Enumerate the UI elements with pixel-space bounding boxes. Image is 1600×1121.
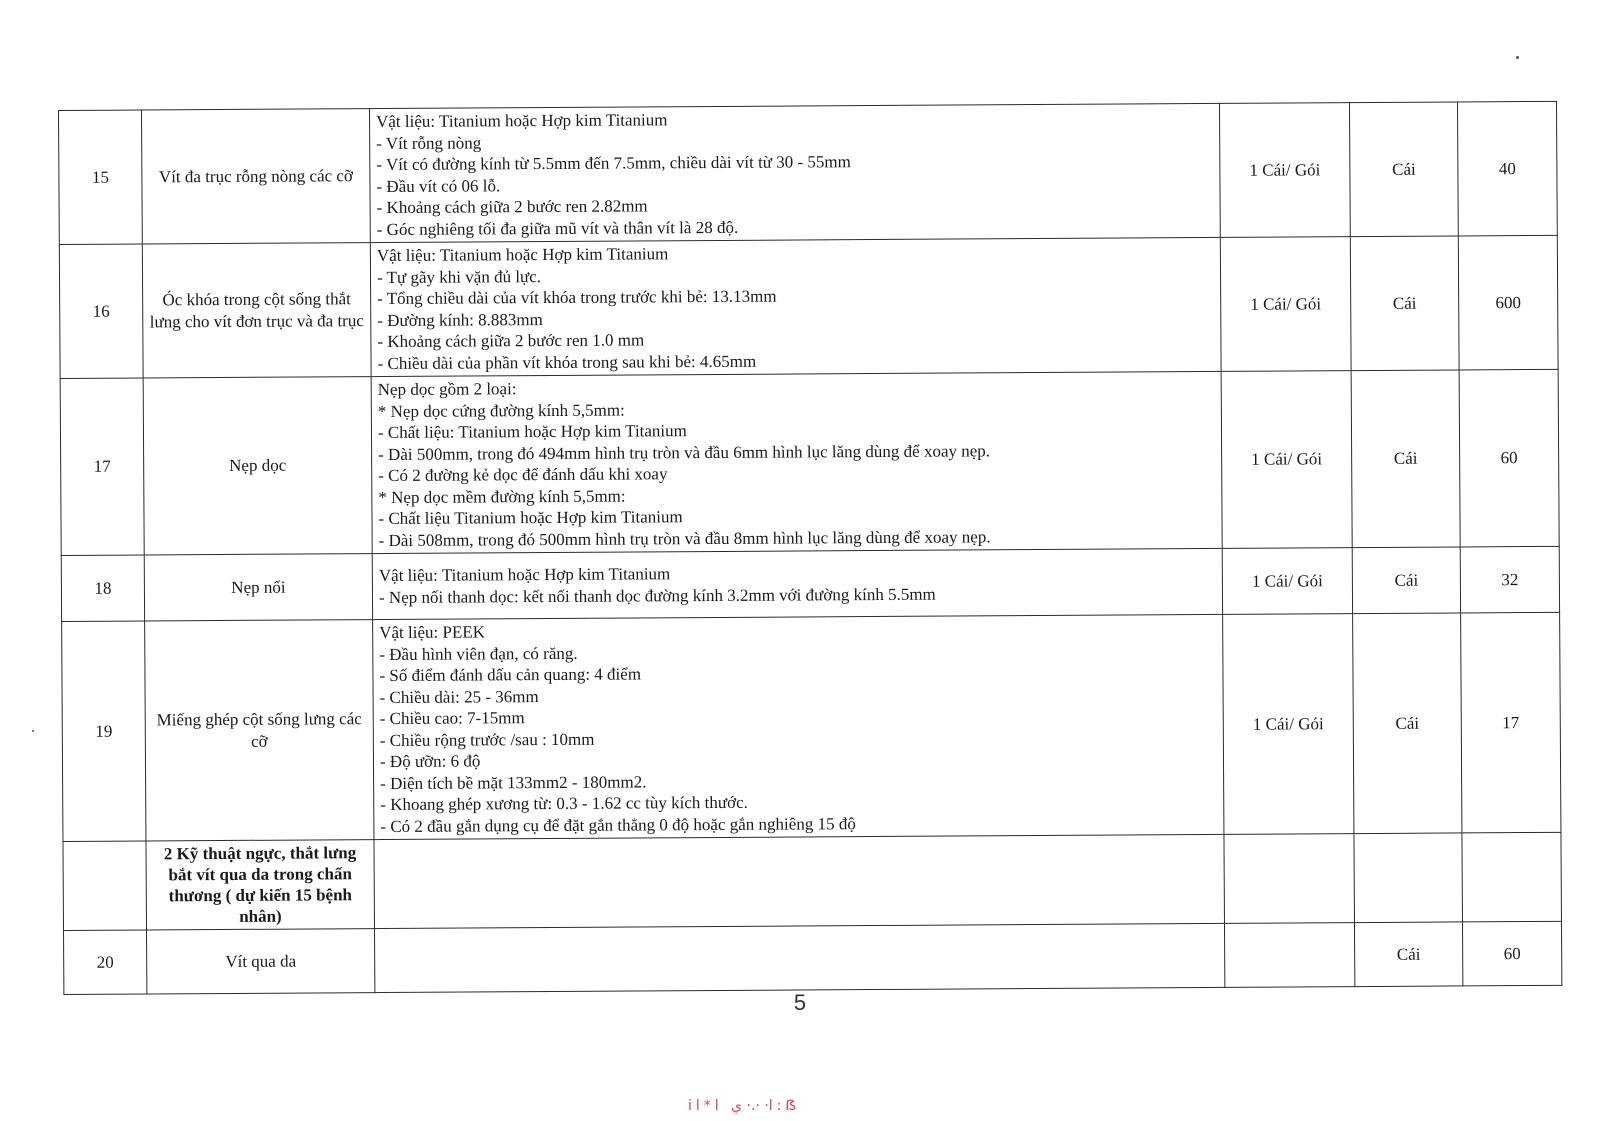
spec-line: - Khoảng cách giữa 2 bước ren 1.0 mm xyxy=(377,330,645,352)
unit: Cái xyxy=(1352,547,1460,614)
item-name: Miếng ghép cột sống lưng các cỡ xyxy=(145,620,374,841)
item-specification xyxy=(374,834,1225,928)
item-specification xyxy=(375,923,1225,992)
spec-line: - Số điểm đánh dấu cản quang: 4 điểm xyxy=(379,664,642,686)
row-number: 18 xyxy=(61,555,144,622)
spec-line: * Nẹp dọc mềm đường kính 5,5mm: xyxy=(378,486,626,507)
row-number: 17 xyxy=(60,378,144,556)
quantity: 32 xyxy=(1460,546,1559,613)
section-title: 2 Kỹ thuật ngực, thắt lưng bắt vít qua da trong chấn thương ( dự kiến 15 bệnh nhân) xyxy=(146,840,375,930)
spec-line: - Độ ưỡn: 6 độ xyxy=(379,751,481,772)
spec-line: - Chiều cao: 7-15mm xyxy=(379,708,525,729)
item-name: Vít qua da xyxy=(147,929,375,994)
unit: Cái xyxy=(1349,102,1458,237)
spec-line: - Vít rỗng nòng xyxy=(376,132,482,153)
unit: Cái xyxy=(1351,370,1460,548)
packaging: 1 Cái/ Gói xyxy=(1221,371,1352,549)
row-number: 19 xyxy=(62,621,146,842)
row-number: 15 xyxy=(59,110,143,245)
packaging: 1 Cái/ Gói xyxy=(1219,103,1350,238)
spec-line: - Diện tích bề mặt 133mm2 - 180mm2. xyxy=(380,771,647,793)
spec-line: - Dài 508mm, trong đó 500mm hình trụ tròn và đầu 8mm hình lục lăng dùng để xoay nẹp. xyxy=(378,526,991,550)
spec-line: Vật liệu: PEEK xyxy=(379,622,486,643)
item-name: Vít đa trục rỗng nòng các cỡ xyxy=(142,109,371,244)
spec-line: - Chất liệu: Titanium hoặc Hợp kim Titanium xyxy=(377,421,687,443)
item-specification xyxy=(373,614,1224,839)
spec-line: Vật liệu: Titanium hoặc Hợp kim Titanium xyxy=(376,244,669,266)
quantity: 60 xyxy=(1459,369,1559,547)
spec-line: - Nẹp nối thanh dọc: kết nối thanh dọc đường kính 3.2mm với đường kính 5.5mm xyxy=(378,584,936,607)
spec-line: Nẹp dọc gồm 2 loại: xyxy=(377,379,517,400)
spec-line: Vật liệu: Titanium hoặc Hợp kim Titanium xyxy=(378,564,671,586)
spec-line: - Đầu vít có 06 lỗ. xyxy=(376,175,501,196)
quantity: 600 xyxy=(1458,235,1558,370)
table-row xyxy=(61,546,1559,621)
quantity xyxy=(1462,832,1562,922)
packaging xyxy=(1224,834,1355,924)
row-number xyxy=(63,841,147,931)
unit: Cái xyxy=(1350,236,1459,371)
packaging: 1 Cái/ Gói xyxy=(1220,237,1351,372)
item-specification xyxy=(372,548,1222,619)
section-row xyxy=(63,832,1562,930)
row-number: 16 xyxy=(59,244,143,379)
item-specification xyxy=(369,103,1220,242)
quantity: 40 xyxy=(1457,101,1557,236)
red-stamp-marks: il*l ي ·.· ·l:ẞ xyxy=(688,1098,801,1114)
unit: Cái xyxy=(1354,922,1462,987)
item-name: Óc khóa trong cột sống thắt lưng cho vít đơn trục và đa trục xyxy=(142,243,371,378)
spec-line: - Đầu hình viên đạn, có răng. xyxy=(379,643,578,664)
spec-line: - Có 2 đường kẻ dọc để đánh dấu khi xoay xyxy=(378,464,668,486)
spec-line: Vật liệu: Titanium hoặc Hợp kim Titanium xyxy=(376,110,668,132)
scan-speck xyxy=(32,730,34,732)
quantity: 17 xyxy=(1461,612,1561,833)
spec-line: - Vít có đường kính từ 5.5mm đến 7.5mm, chiều dài vít từ 30 - 55mm xyxy=(376,152,851,175)
spec-line: - Chiều dài: 25 - 36mm xyxy=(379,686,539,707)
packaging: 1 Cái/ Gói xyxy=(1222,548,1352,615)
spec-line: - Tự gãy khi vặn đủ lực. xyxy=(376,266,542,287)
spec-line: - Chiều dài của phần vít khóa trong sau khi bẻ: 4.65mm xyxy=(377,351,757,373)
spec-line: - Dài 500mm, trong đó 494mm hình trụ tròn và đầu 6mm hình lục lăng dùng để xoay nẹp. xyxy=(378,440,991,464)
spec-line: - Có 2 đầu gắn dụng cụ để đặt gắn thẳng 0 độ hoặc gắn nghiêng 15 độ xyxy=(380,813,856,836)
unit: Cái xyxy=(1353,613,1462,834)
page-number: 5 xyxy=(793,990,807,1015)
item-name: Nẹp nối xyxy=(144,554,372,621)
table-row xyxy=(64,921,1562,994)
spec-line: - Chất liệu Titanium hoặc Hợp kim Titanium xyxy=(378,507,683,529)
item-specification xyxy=(370,237,1221,376)
item-specification xyxy=(371,371,1222,553)
table-row xyxy=(62,612,1561,841)
spec-line: - Tổng chiều dài của vít khóa trong trước khi bẻ: 13.13mm xyxy=(377,286,777,309)
quantity: 60 xyxy=(1462,921,1561,986)
spec-line: - Chiều rộng trước /sau : 10mm xyxy=(379,729,595,750)
table-row xyxy=(60,369,1559,555)
table-row xyxy=(59,101,1558,244)
table-row xyxy=(59,235,1558,378)
packaging xyxy=(1224,923,1354,988)
item-name: Nẹp dọc xyxy=(143,377,372,555)
row-number: 20 xyxy=(64,930,147,995)
scan-speck xyxy=(1516,56,1519,59)
spec-line: - Đường kính: 8.883mm xyxy=(377,309,543,330)
spec-line: * Nẹp dọc cứng đường kính 5,5mm: xyxy=(377,400,625,421)
packaging: 1 Cái/ Gói xyxy=(1223,614,1354,835)
spec-line: - Khoang ghép xương từ: 0.3 - 1.62 cc tùy kích thước. xyxy=(380,792,748,815)
unit xyxy=(1354,833,1463,923)
equipment-table xyxy=(58,101,1562,995)
spec-line: - Khoảng cách giữa 2 bước ren 2.82mm xyxy=(376,196,648,218)
spec-line: - Góc nghiêng tối đa giữa mũ vít và thân vít là 28 độ. xyxy=(376,217,739,239)
